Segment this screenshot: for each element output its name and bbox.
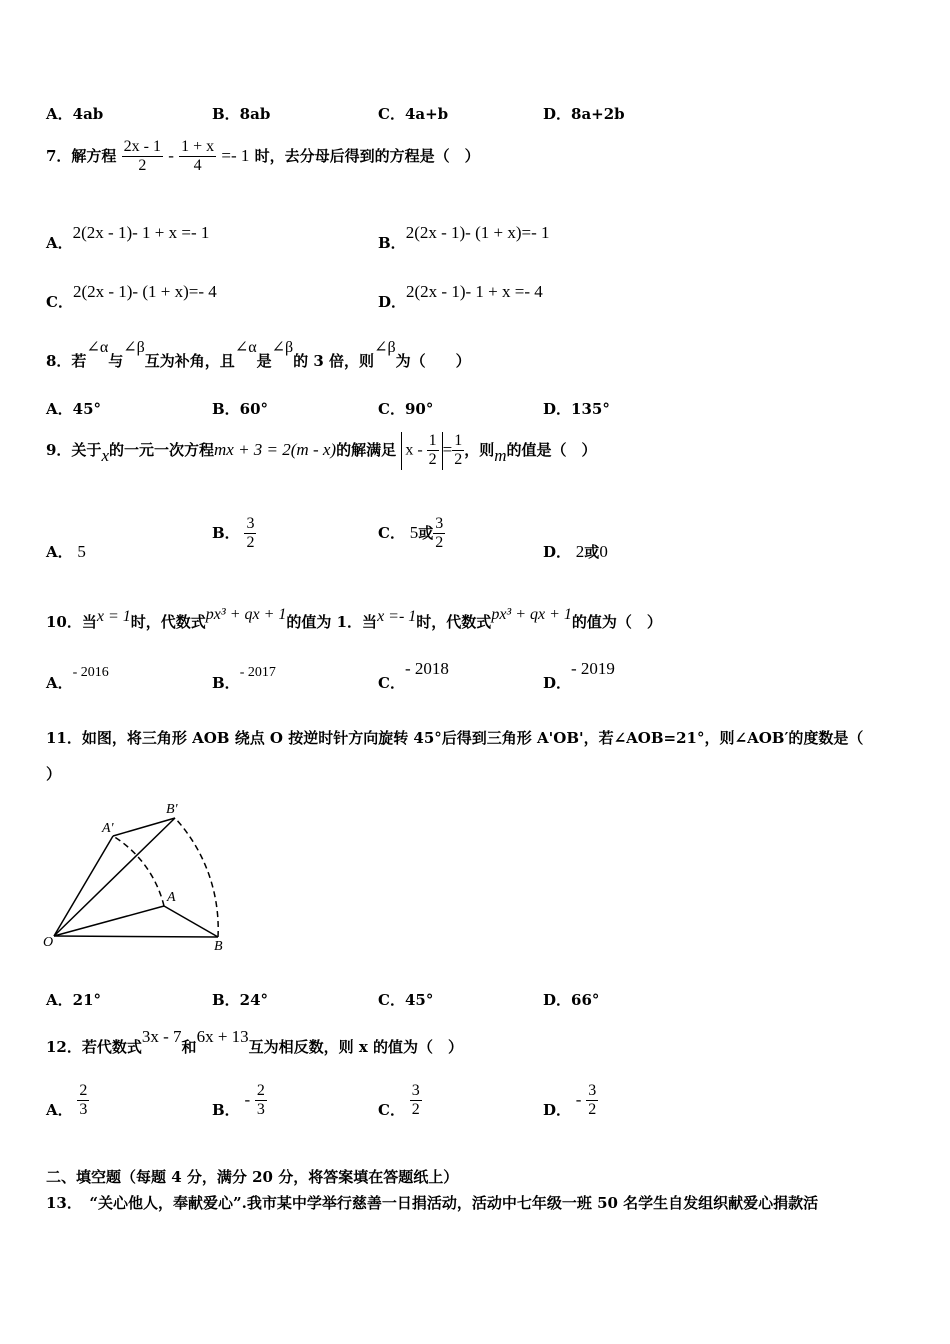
q7-fraction-1: $\frac{2x - 1}{2}$ (123, 138, 161, 175)
q12-option-d: D． - $\frac{3}{2}$ (543, 1082, 597, 1119)
q7-option-b: B．2(2x - 1)- (1 + x)=- 1 (378, 223, 550, 252)
label-b-prime: B' (166, 802, 178, 817)
section-fill-in-heading: 二、填空题（每题 4 分，满分 20 分，将答案填在答题纸上） (46, 1168, 459, 1186)
q9-stem: 9．关于x的一元一次方程mx + 3 = 2(m - x)的解满足 x - $\frac{1}{2}$ = $\frac{1}{2}$ ，则m的值是（ ） (46, 432, 597, 469)
q8-option-c: C．90° (378, 400, 434, 418)
q12-option-c: C． $\frac{3}{2}$ (378, 1082, 420, 1119)
q10-option-d: D．- 2019 (543, 659, 615, 692)
q11-rotation-figure (40, 798, 240, 958)
q11-option-c: C．45° (378, 991, 434, 1009)
q8-stem: 8．若∠α与∠β互为补角，且∠α是∠β的 3 倍，则∠β为（ ） (46, 339, 471, 370)
q8-option-b: B．60° (212, 400, 269, 418)
q8-option-d: D．135° (543, 400, 610, 418)
q6-option-b: B．8ab (212, 105, 271, 123)
label-o: O (43, 935, 54, 950)
q12-option-b: B． - $\frac{2}{3}$ (212, 1082, 265, 1119)
q6-option-d: D．8a+2b (543, 105, 625, 123)
q9-option-c: C． 5或 $\frac{3}{2}$ (378, 515, 444, 552)
q9-absolute-value: x - $\frac{1}{2}$ (401, 432, 442, 470)
q9-option-b: B． $\frac{3}{2}$ (212, 515, 255, 552)
label-a: A (167, 890, 176, 905)
label-b: B (214, 939, 223, 954)
segment-ob (54, 936, 218, 937)
q7-option-d: D．2(2x - 1)- 1 + x =- 4 (378, 282, 543, 311)
arc-b-to-b-prime (175, 818, 218, 937)
q10-stem: 10．当x = 1时，代数式px³ + qx + 1的值为 1．当x =- 1时，代数式px³ + qx + 1的值为（ ） (46, 606, 662, 631)
segment-oa (54, 906, 164, 936)
q7-option-c: C．2(2x - 1)- (1 + x)=- 4 (46, 282, 217, 311)
q11-option-d: D．66° (543, 991, 600, 1009)
q7-stem: 7．解方程 $\frac{2x - 1}{2}$ - $\frac{1 + x}{4}$ =- 1 时，去分母后得到的方程是（ ） (46, 138, 480, 175)
q6-option-c: C．4a+b (378, 105, 449, 123)
q7-fraction-2: $\frac{1 + x}{4}$ (181, 138, 215, 175)
q11-option-b: B．24° (212, 991, 269, 1009)
q9-option-a: A． 5 (46, 542, 86, 561)
q9-option-d: D． 2或0 (543, 542, 608, 561)
q12-option-a: A． $\frac{2}{3}$ (46, 1082, 88, 1119)
q11-stem: 11．如图，将三角形 AOB 绕点 O 按逆时针方向旋转 45°后得到三角形 A'OB'，若∠AOB=21°，则∠AOB′的度数是（ (46, 729, 864, 747)
segment-ab (164, 906, 218, 937)
q11-option-a: A．21° (46, 991, 102, 1009)
q8-option-a: A．45° (46, 400, 102, 418)
q10-option-b: B．- 2017 (212, 665, 276, 692)
segment-oa-prime (54, 836, 113, 936)
q10-option-a: A．- 2016 (46, 665, 109, 692)
q7-option-a: A．2(2x - 1)- 1 + x =- 1 (46, 223, 210, 252)
q12-stem: 12．若代数式3x - 7和6x + 13互为相反数，则 x 的值为（ ） (46, 1027, 464, 1056)
q6-option-a: A．4ab (46, 105, 104, 123)
q13-stem: 13． “关心他人，奉献爱心”.我市某中学举行慈善一日捐活动，活动中七年级一班 50 名学生自发组织献爱心捐款活 (46, 1194, 819, 1212)
q10-option-c: C．- 2018 (378, 659, 449, 692)
label-a-prime: A' (102, 821, 114, 836)
q11-stem-close: ） (46, 765, 62, 783)
